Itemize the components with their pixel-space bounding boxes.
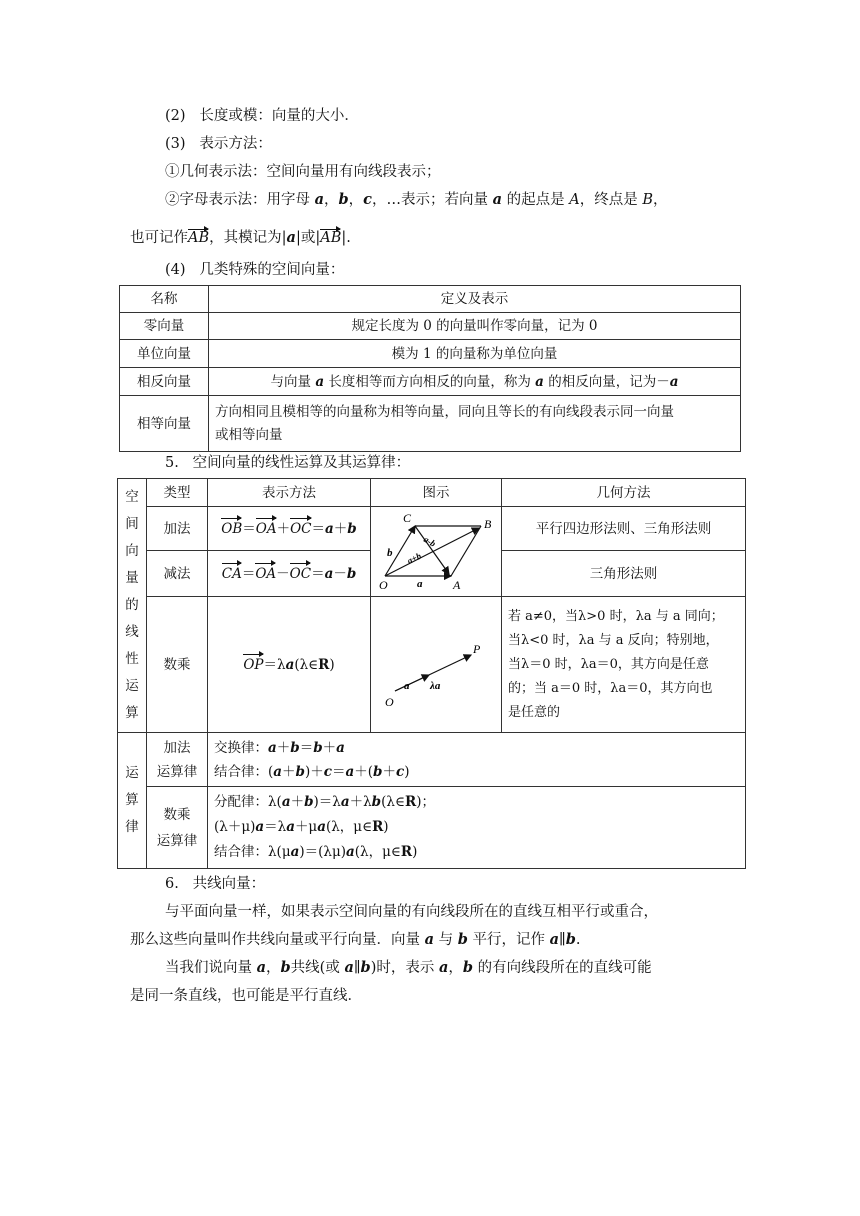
math: a xyxy=(535,373,544,390)
label-A: A xyxy=(453,577,461,590)
text: 运算律 xyxy=(156,763,198,780)
label-a-minus-b: a-b xyxy=(422,533,438,549)
text: 当我们说向量 xyxy=(165,960,252,976)
item-4 xyxy=(165,260,344,280)
mul-laws-content xyxy=(208,787,746,869)
char: 空 xyxy=(125,489,139,505)
item-number: (4) xyxy=(165,262,186,278)
math: A xyxy=(569,192,580,208)
vector-OA: OA xyxy=(256,517,277,541)
math: b xyxy=(346,565,357,582)
header-type: 类型 xyxy=(147,479,208,507)
label-C: C xyxy=(403,513,412,525)
math: c xyxy=(363,191,372,208)
math: b xyxy=(338,191,349,208)
math: a xyxy=(285,656,295,673)
distributive-law-2: (λ＋μ)a＝λa＋μa(λ，μ∈R) xyxy=(214,819,389,835)
label-O: O xyxy=(385,694,394,709)
text: 结合律： xyxy=(214,763,268,780)
text: 是任意的 xyxy=(508,704,561,720)
math: a xyxy=(286,229,296,246)
geo-subtraction: 三角形法则 xyxy=(502,551,746,597)
item-2 xyxy=(165,106,359,126)
math: a xyxy=(492,191,503,208)
text: ，终点是 xyxy=(579,192,638,208)
header-name: 名称 xyxy=(120,286,209,313)
scalar-svg xyxy=(371,615,501,715)
math: B xyxy=(642,192,653,208)
text: 的有向线段所在的直线可能 xyxy=(477,960,652,976)
text: ②字母表示法：用字母 xyxy=(165,192,310,208)
section-6-heading xyxy=(165,874,265,894)
commutative-law: 交换律：a＋b＝b＋a xyxy=(214,739,345,756)
text: 运算律 xyxy=(156,832,198,849)
label-B: B xyxy=(484,516,492,531)
label-a: a xyxy=(417,577,423,590)
char: 运 xyxy=(125,678,139,694)
text: ， xyxy=(652,192,668,208)
text: )时，表示 xyxy=(370,960,435,976)
associative-law-scalar: 结合律：λ(μa)＝(λμ)a(λ，μ∈R) xyxy=(214,844,418,860)
type-scalar-mult: 数乘 xyxy=(147,597,208,733)
label-lambda-a: λa xyxy=(430,679,441,692)
char: 律 xyxy=(125,819,139,835)
geometric-representation xyxy=(165,162,441,182)
distributive-law-1: 分配律：λ(a＋b)＝λa＋λb(λ∈R)； xyxy=(214,794,435,810)
type-addition: 加法 xyxy=(147,507,208,551)
vector-AB: AB xyxy=(188,230,210,246)
row-definition: 规定长度为 0 的向量叫作零向量，记为 0 xyxy=(209,313,741,340)
math: a xyxy=(315,373,325,390)
text: 加法 xyxy=(163,739,191,756)
item-text: 表示方法： xyxy=(199,136,272,152)
type-add-laws xyxy=(147,733,208,787)
parallelogram-edges xyxy=(385,526,481,576)
vector-CA: CA xyxy=(222,562,242,586)
char: 性 xyxy=(125,651,139,667)
row-name: 相等向量 xyxy=(120,396,209,452)
text: 是同一条直线，也可能是平行直线． xyxy=(130,988,362,1004)
label-a: a xyxy=(404,679,410,692)
text: 当λ<0 时，λa 与 a 反向；特别地， xyxy=(508,632,719,648)
header-notation: 表示方法 xyxy=(208,479,371,507)
section-number: 6. xyxy=(165,876,179,892)
vector-OC: OC xyxy=(290,517,311,541)
real-numbers: R xyxy=(318,656,330,673)
row-name: 零向量 xyxy=(120,313,209,340)
diagram-parallelogram xyxy=(371,507,502,597)
section-number: 5. xyxy=(165,455,179,471)
text: ，…表示；若向量 xyxy=(372,192,488,208)
right-edge xyxy=(451,526,481,576)
math: b xyxy=(347,520,357,537)
row-definition xyxy=(209,396,741,452)
parallelogram-svg xyxy=(371,514,501,590)
text: 方向相同且模相等的向量称为相等向量，同向且等长的有向线段表示同一向量 xyxy=(215,403,674,420)
char: 运 xyxy=(125,765,139,781)
text: 分配律： xyxy=(214,794,268,810)
math: a xyxy=(325,520,334,537)
text: 的相反向量，记为－ xyxy=(548,373,670,390)
item-text: 长度或模：向量的大小． xyxy=(199,108,359,124)
section-title: 共线向量： xyxy=(192,876,266,892)
char: 量 xyxy=(125,570,139,586)
text: ①几何表示法：空间向量用有向线段表示； xyxy=(165,164,441,180)
associative-law: 结合律：(a＋b)＋c＝a＋(b＋c) xyxy=(214,763,410,780)
vector-AB: AB xyxy=(320,230,342,246)
text: 与向量 xyxy=(270,373,312,390)
item-number: (2) xyxy=(165,108,186,124)
formula-subtraction: CA＝OA－OC＝a－b xyxy=(208,551,371,597)
text: 与平面向量一样，如果表示空间向量的有向线段所在的直线互相平行或重合， xyxy=(165,904,658,920)
label-a-plus-b: a+b xyxy=(405,550,423,566)
type-mul-laws xyxy=(147,787,208,869)
header-definition: 定义及表示 xyxy=(209,286,741,313)
row-name: 相反向量 xyxy=(120,368,209,396)
text: |或| xyxy=(295,230,321,246)
row-name: 单位向量 xyxy=(120,340,209,368)
letter-representation: ②字母表示法：用字母 a，b，c，…表示；若向量 a 的起点是 A，终点是 B， xyxy=(165,191,668,208)
diagonal-difference xyxy=(415,526,449,574)
text: 的起点是 xyxy=(506,192,565,208)
vector-OB: OB xyxy=(221,517,242,541)
math: a xyxy=(324,565,334,582)
diagram-scalar xyxy=(371,597,502,733)
label-b: b xyxy=(387,546,393,559)
linear-operations-table xyxy=(117,478,746,869)
text: 与 xyxy=(438,932,454,948)
text: ，其模记为| xyxy=(209,230,287,246)
text: 长度相等而方向相反的向量，称为 xyxy=(328,373,531,390)
text: 的；当 a＝0 时，λa＝0，其方向也 xyxy=(508,680,713,696)
vector-a xyxy=(395,675,429,691)
text: 当λ＝0 时，λa＝0，其方向是任意 xyxy=(508,656,709,672)
text: 那么这些向量叫作共线向量或平行向量．向量 xyxy=(130,932,420,948)
geo-addition: 平行四边形法则、三角形法则 xyxy=(502,507,746,551)
char: 向 xyxy=(125,543,139,559)
label-O: O xyxy=(379,577,388,590)
add-laws-content xyxy=(208,733,746,787)
letter-representation-cont xyxy=(130,228,351,248)
row-definition: 模为 1 的向量称为单位向量 xyxy=(209,340,741,368)
section-title: 空间向量的线性运算及其运算律： xyxy=(192,455,411,471)
item-3 xyxy=(165,134,272,154)
vector-OP: OP xyxy=(243,653,263,677)
special-vectors-table xyxy=(119,285,741,452)
text: 结合律： xyxy=(214,844,268,860)
header-geometric-method: 几何方法 xyxy=(502,479,746,507)
text: |. xyxy=(341,230,351,246)
vector-OA: OA xyxy=(255,562,276,586)
item-number: (3) xyxy=(165,136,186,152)
label-P: P xyxy=(473,641,481,656)
text: ) xyxy=(329,656,335,673)
collinear-paragraph-2-cont xyxy=(130,986,362,1006)
text: ＝λ xyxy=(263,656,286,673)
section-5-heading xyxy=(165,453,410,473)
formula-scalar-mult xyxy=(208,597,371,733)
text: 交换律： xyxy=(214,739,268,756)
text: 若 a≠0，当λ>0 时，λa 与 a 同向； xyxy=(508,608,724,624)
text: 共线(或 xyxy=(290,960,340,976)
math: a xyxy=(314,191,325,208)
collinear-paragraph-1-cont: 那么这些向量叫作共线向量或平行向量．向量 a 与 b 平行，记作 a∥b. xyxy=(130,931,581,948)
vector-OC: OC xyxy=(290,562,311,586)
char: 的 xyxy=(125,597,139,613)
type-subtraction: 减法 xyxy=(147,551,208,597)
row-definition xyxy=(209,368,741,396)
math: a xyxy=(669,373,679,390)
item-text: 几类特殊的空间向量： xyxy=(199,262,345,278)
char: 间 xyxy=(125,516,139,532)
group-label-laws xyxy=(118,733,147,869)
group-label-linear-ops xyxy=(118,479,147,733)
char: 线 xyxy=(125,624,139,640)
header-diagram: 图示 xyxy=(371,479,502,507)
text: 也可记作 xyxy=(130,230,188,246)
collinear-paragraph-2: 当我们说向量 a，b共线(或 a∥b)时，表示 a，b 的有向线段所在的直线可能 xyxy=(165,959,652,976)
char: 算 xyxy=(125,792,139,808)
collinear-paragraph-1 xyxy=(165,902,658,922)
formula-addition: OB＝OA＋OC＝a＋b xyxy=(208,507,371,551)
char: 算 xyxy=(125,705,139,721)
text: 平行，记作 xyxy=(472,932,545,948)
text: (λ∈ xyxy=(294,656,319,673)
geo-scalar-mult xyxy=(502,597,746,733)
text: 数乘 xyxy=(163,806,191,823)
text: 或相等向量 xyxy=(215,426,283,443)
